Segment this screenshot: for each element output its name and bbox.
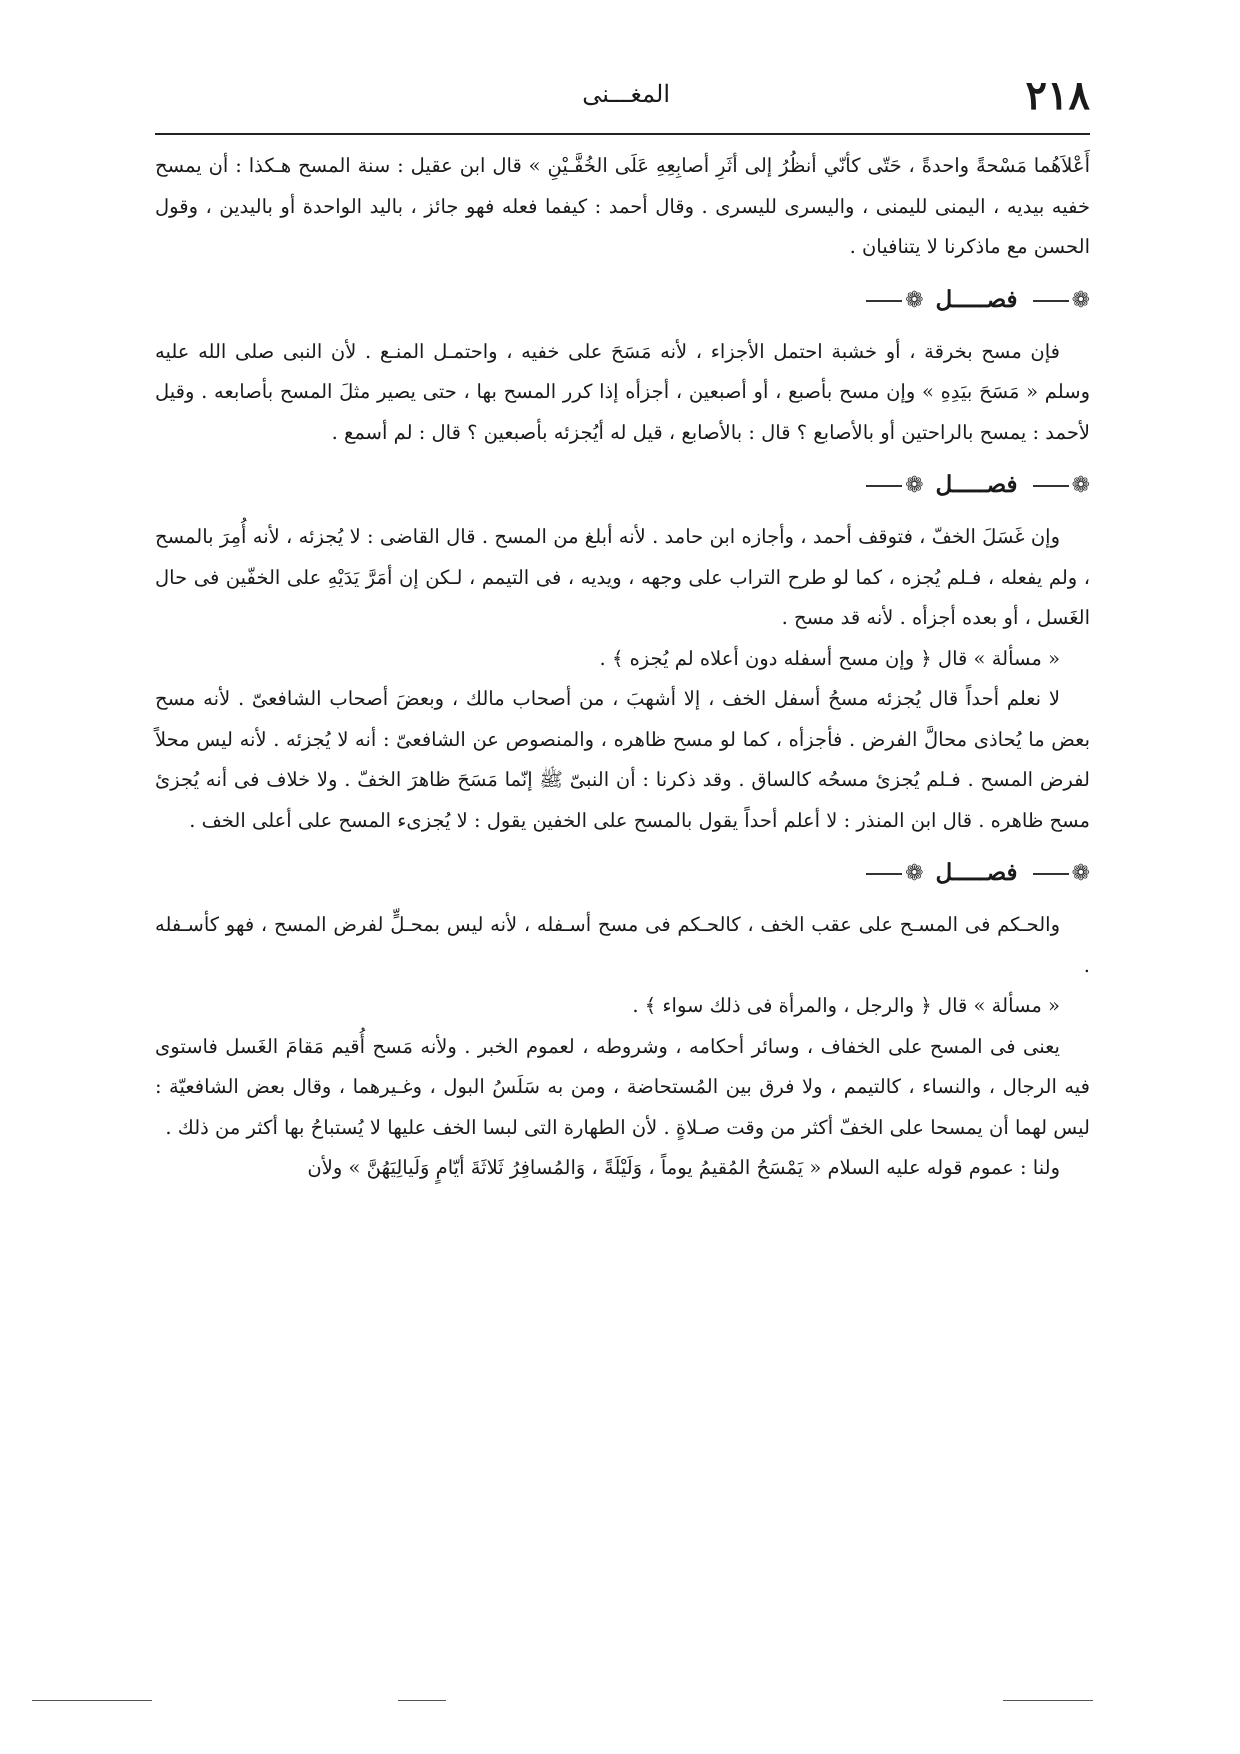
ornament-left-icon: ❁ bbox=[905, 473, 924, 498]
footer-rule-middle bbox=[398, 1700, 446, 1701]
masala-2: « مسألة » قال ﴿ والرجل ، والمرأة فى ذلك سواء ﴾ . bbox=[632, 994, 1060, 1017]
ornament-dash-icon bbox=[866, 485, 902, 487]
paragraph-2: فإن مسح بخرقة ، أو خشبة احتمل الأجزاء ، لأنه مَسَحَ على خفيه ، واحتمـل المنـع . لأن النبى صلى الله عليه وسلم « مَسَحَ بيَدِهِ » وإن مسح بأصبع ، أو أصبعين ، أجزأه إذا كرر المسح بها ، حتى يصير مثلَ المسح بأصابعه . وقيل لأحمد : يمسح بالراحتين أو بالأصابع ؟ قال : بالأصابع ، قيل له أيُجزئه بأصبعين ؟ قال : لم أسمع . bbox=[155, 339, 1090, 444]
section-heading-label: فصـــــل bbox=[935, 471, 1018, 498]
footer-rule-right bbox=[1003, 1700, 1093, 1701]
ornament-dash-icon bbox=[1033, 485, 1069, 487]
paragraph-5: والحـكم فى المسـح على عقب الخف ، كالحـكم فى مسح أسـفله ، لأنه ليس بمحـلٍّ لفرض المسح ، فهو كأسـفله . bbox=[155, 913, 1090, 977]
section-heading-1 bbox=[155, 274, 1090, 326]
ornament-right-icon: ❁ bbox=[1071, 861, 1090, 886]
page-header bbox=[155, 72, 1090, 128]
ornament-left-icon: ❁ bbox=[905, 287, 924, 313]
section-heading-3 bbox=[155, 847, 1090, 899]
paragraph-6: يعنى فى المسح على الخفاف ، وسائر أحكامه ، وشروطه ، لعموم الخبر . ولأنه مَسح أُقيم مَقامَ الغَسل فاستوى فيه الرجال ، والنساء ، كالتيمم ، ولا فرق بين المُستحاضة ، ومن به سَلَسُ البول ، وغـيرهما ، وقال بعض الشافعيّة : ليس لهما أن يمسحا على الخفّ أكثر من وقت صـلاةٍ . لأن الطهارة التى لبسا الخف عليها لا يُستباحُ بها أكثر من ذلك . bbox=[155, 1034, 1090, 1139]
footer-rule-left bbox=[32, 1700, 152, 1701]
section-heading-label: فصـــــل bbox=[935, 859, 1018, 886]
ornament-dash-icon bbox=[866, 873, 902, 875]
masala-1: « مسألة » قال ﴿ وإن مسح أسفله دون أعلاه لم يُجزه ﴾ . bbox=[599, 646, 1060, 670]
header-rule bbox=[155, 133, 1090, 135]
paragraph-7: ولنا : عموم قوله عليه السلام « يَمْسَحُ المُقيمُ يوماً ، وَلَيْلَةً ، وَالمُسافِرُ ثَلاثَةَ أيّامٍ وَلَيالِيَهُنَّ » ولأن bbox=[307, 1156, 1060, 1179]
ornament-dash-icon bbox=[866, 300, 902, 302]
running-title: المغـــنى bbox=[582, 80, 670, 108]
ornament-dash-icon bbox=[1033, 873, 1069, 875]
paragraph-1: أَعْلاَهُما مَسْحةً واحدةً ، حَتّى كأنّي أنظُرُ إلى أثَرِ أصابِعِهِ عَلَى الخُفَّـيْنِ » قال ابن عقيل : سنة المسح هـكذا : أن يمسح خفيه بيديه ، اليمنى لليمنى ، واليسرى لليسرى . وقال أحمد : كيفما فعله فهو جائز ، باليد الواحدة أو باليدين ، وقول الحسن مع ماذكرنا لا يتنافيان . bbox=[155, 154, 1090, 258]
ornament-right-icon: ❁ bbox=[1071, 287, 1090, 313]
paragraph-4: لا نعلم أحداً قال يُجزئه مسحُ أسفل الخف ، إلا أشهبَ ، من أصحاب مالك ، وبعضَ أصحاب الشافعىّ . لأنه مسح بعض ما يُحاذى محالَّ الفرض . فأجزأه ، كما لو مسح ظاهره ، والمنصوص عن الشافعىّ : أنه لا يُجزئه . لأنه ليس محلاً لفرض المسح . فـلم يُجزئ مسحُه كالساق . وقد ذكرنا : أن النبىّ ﷺ إنّما مَسَحَ ظاهرَ الخفّ . ولا خلاف فى أنه يُجزئ مسح ظاهره . قال ابن المنذر : لا أعلم أحداً يقول بالمسح على الخفين يقول : لا يُجزىء المسح على أعلى الخف . bbox=[155, 687, 1090, 832]
ornament-right-icon: ❁ bbox=[1071, 473, 1090, 498]
book-page bbox=[155, 72, 1090, 1179]
page-body bbox=[155, 146, 1090, 1189]
ornament-left-icon: ❁ bbox=[905, 861, 924, 886]
ornament-dash-icon bbox=[1033, 300, 1069, 302]
paragraph-3: وإن غَسَلَ الخفّ ، فتوقف أحمد ، وأجازه ابن حامد . لأنه أبلغ من المسح . قال القاضى : لا يُجزئه ، لأنه أُمِرَ بالمسح ، ولم يفعله ، فـلم يُجزه ، كما لو طرح التراب على وجهه ، ويديه ، فى التيمم ، لـكن إن أمَرَّ يَدَيْهِ على الخفّين فى حال الغَسل ، أو بعده أجزأه . لأنه قد مسح . bbox=[155, 525, 1090, 629]
section-heading-2 bbox=[155, 459, 1090, 511]
section-heading-label: فصـــــل bbox=[935, 285, 1018, 313]
page-number: ٢١٨ bbox=[1025, 72, 1090, 119]
